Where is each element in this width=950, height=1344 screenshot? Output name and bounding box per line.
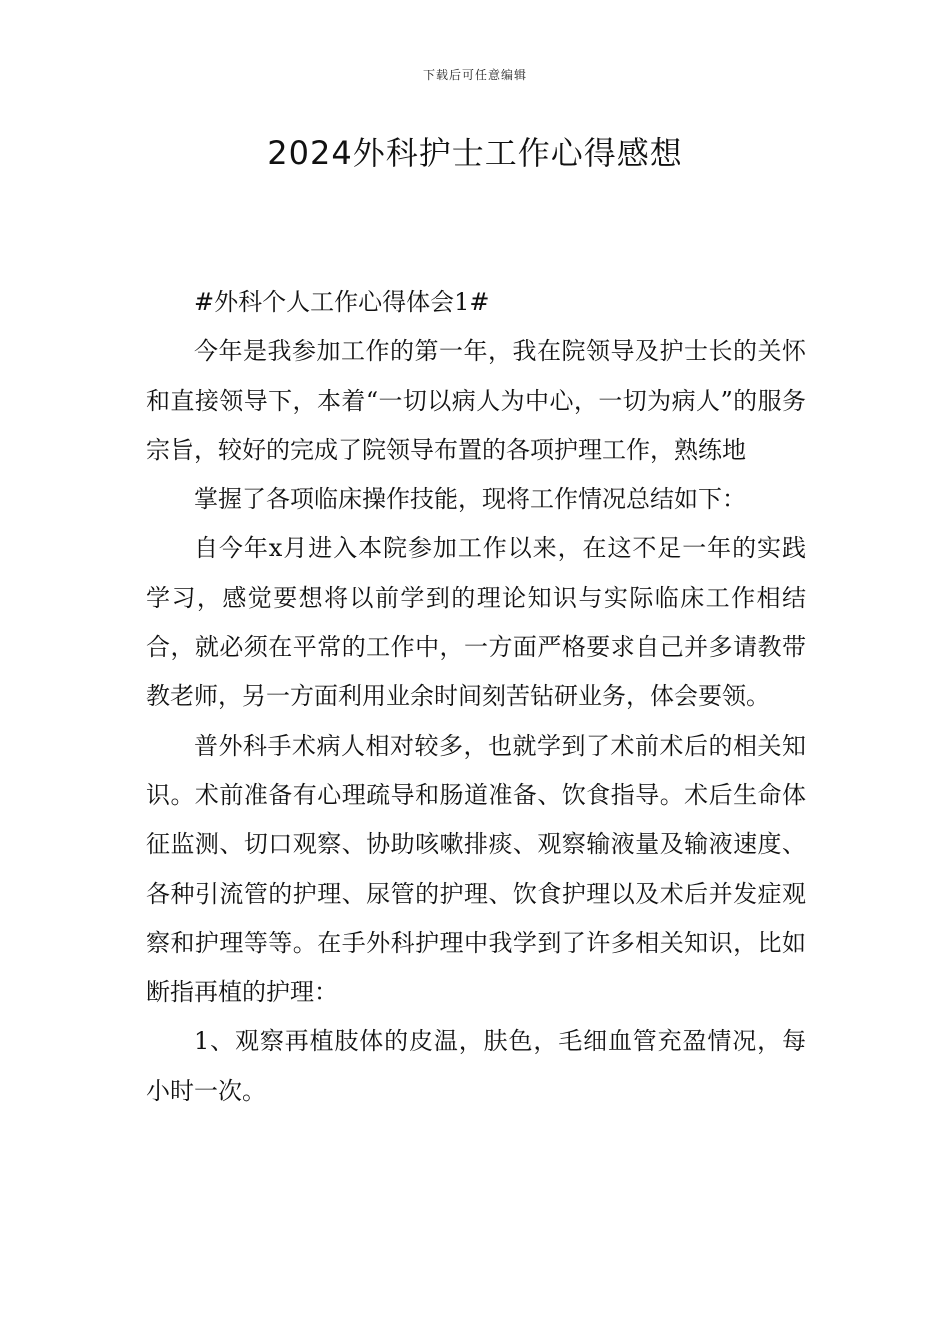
paragraph: 1、观察再植肢体的皮温，肤色，毛细血管充盈情况，每小时一次。 bbox=[146, 1027, 806, 1105]
paragraph: 今年是我参加工作的第一年，我在院领导及护士长的关怀和直接领导下，本着“一切以病人为中心，一切为病人”的服务宗旨，较好的完成了院领导布置的各项护理工作，熟练地 bbox=[146, 337, 806, 464]
document-title: 2024外科护士工作心得感想 bbox=[267, 134, 683, 172]
section-heading: #外科个人工作心得体会1# bbox=[194, 288, 490, 316]
download-note: 下载后可任意编辑 bbox=[422, 68, 527, 82]
document-body bbox=[146, 278, 806, 1116]
paragraph: 普外科手术病人相对较多，也就学到了术前术后的相关知识。术前准备有心理疏导和肠道准备、饮食指导。术后生命体征监测、切口观察、协助咳嗽排痰、观察输液量及输液速度、各种引流管的护理、尿管的护理、饮食护理以及术后并发症观察和护理等等。在手外科护理中我学到了许多相关知识，比如断指再植的护理： bbox=[146, 731, 806, 1007]
paragraph: 自今年x月进入本院参加工作以来，在这不足一年的实践学习，感觉要想将以前学到的理论知识与实际临床工作相结合，就必须在平常的工作中，一方面严格要求自己并多请教带教老师，另一方面利用业余时间刻苦钻研业务，体会要领。 bbox=[146, 534, 806, 711]
paragraph: 掌握了各项临床操作技能，现将工作情况总结如下： bbox=[194, 485, 746, 514]
